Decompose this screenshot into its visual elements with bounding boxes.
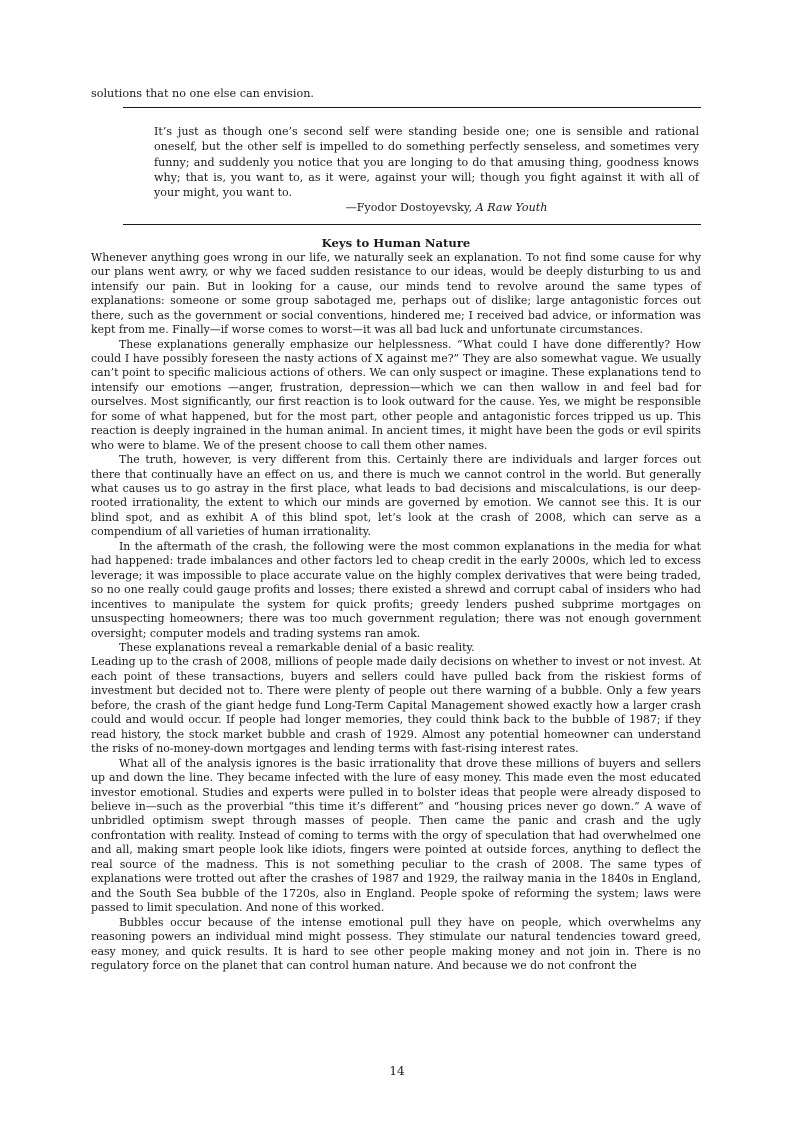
page-number: 14 [389, 1064, 405, 1078]
epigraph-quote: It’s just as though one’s second self were standing beside one; one is sensible and rational oneself, but the other self is impelled to do something perfectly senseless, and sometimes very funny; and suddenly you notice that you are longing to do that amusing thing, goodness knows why; that is, you want to, as it were, against your will; though you fight against it with all of your might, you want to. [154, 125, 699, 200]
epigraph-work: A Raw Youth [475, 201, 548, 215]
body-paragraph: In the aftermath of the crash, the following were the most common explanations in the media for what had happened: trade imbalances and other factors led to cheap credit in the early 2000s, which led to excess leverage; it was impossible to place accurate value on the highly complex derivatives that were being traded, so no one really could gauge profits and losses; there existed a shrewd and corrupt cabal of insiders who had incentives to manipulate the system for quick profits; greedy lenders pushed subprime mortgages on unsuspecting homeowners; there was too much government regulation; there was not enough government oversight; computer models and trading systems ran amok. [91, 539, 701, 640]
epigraph-bottom-rule [123, 224, 701, 225]
epigraph-author: —Fyodor Dostoyevsky, [345, 201, 476, 215]
page-content [91, 86, 701, 973]
epigraph-attribution [154, 200, 699, 215]
body-paragraph: These explanations reveal a remarkable denial of a basic reality. [119, 641, 475, 655]
body-paragraph: Bubbles occur because of the intense emotional pull they have on people, which overwhelms any reasoning powers an individual mind might possess. They stimulate our natural tendencies toward greed, easy money, and quick results. It is hard to see other people making money and not join in. There is no regulatory force on the planet that can control human nature. And because we do not confront the [91, 915, 701, 972]
body-paragraph: Whenever anything goes wrong in our life, we naturally seek an explanation. To not find some cause for why our plans went awry, or why we faced sudden resistance to our ideas, would be deeply disturbing to us and intensify our pain. But in looking for a cause, our minds tend to revolve around the same types of explanations: someone or some group sabotaged me, perhaps out of dislike; large antagonistic forces out there, such as the government or social conventions, hindered me; I received bad advice, or information was kept from me. Finally—if worse comes to worst—it was all bad luck and unfortunate circumstances. [91, 250, 701, 337]
epigraph [154, 124, 699, 216]
body-paragraph: These explanations generally emphasize our helplessness. “What could I have done differently? How could I have possibly foreseen the nasty actions of X against me?” They are also somewhat vague. We usually can’t point to specific malicious actions of others. We can only suspect or imagine. These explanations tend to intensify our emotions —anger, frustration, depression—which we can then wallow in and feel bad for ourselves. Most significantly, our first reaction is to look outward for the cause. Yes, we might be responsible for some of what happened, but for the most part, other people and antagonistic forces tripped us up. This reaction is deeply ingrained in the human animal. In ancient times, it might have been the gods or evil spirits who were to blame. We of the present choose to call them other names. [91, 337, 701, 452]
body-paragraph: Leading up to the crash of 2008, millions of people made daily decisions on whether to invest or not invest. At each point of these transactions, buyers and sellers could have pulled back from the riskiest forms of investment but decided not to. There were plenty of people out there warning of a bubble. Only a few years before, the crash of the giant hedge fund Long-Term Capital Management showed exactly how a larger crash could and would occur. If people had longer memories, they could think back to the bubble of 1987; if they read history, the stock market bubble and crash of 1929. Almost any potential homeowner can understand the risks of no-money-down mortgages and lending terms with fast-rising interest rates. [91, 655, 701, 756]
body-paragraph: The truth, however, is very different from this. Certainly there are individuals and larger forces out there that continually have an effect on us, and there is much we cannot control in the world. But generally what causes us to go astray in the first place, what leads to bad decisions and miscalculations, is our deep-rooted irrationality, the extent to which our minds are governed by emotion. We cannot see this. It is our blind spot, and as exhibit A of this blind spot, let’s look at the crash of 2008, which can serve as a compendium of all varieties of human irrationality. [91, 453, 701, 539]
opening-line: solutions that no one else can envision. [91, 87, 314, 100]
body-paragraph: What all of the analysis ignores is the basic irrationality that drove these millions of buyers and sellers up and down the line. They became infected with the lure of easy money. This made even the most educated investor emotional. Studies and experts were pulled in to bolster ideas that people were already disposed to believe in—such as the proverbial “this time it’s different” and “housing prices never go down.” A wave of unbridled optimism swept through masses of people. Then came the panic and crash and the ugly confrontation with reality. Instead of coming to terms with the orgy of speculation that had overwhelmed one and all, making smart people look like idiots, fingers were pointed at outside forces, anything to deflect the real source of the madness. This is not something peculiar to the crash of 2008. The same types of explanations were trotted out after the crashes of 1987 and 1929, the railway mania in the 1840s in England, and the South Sea bubble of the 1720s, also in England. People spoke of reforming the system; laws were passed to limit speculation. And none of this worked. [91, 756, 701, 915]
section-heading: Keys to Human Nature [321, 235, 471, 250]
epigraph-top-rule [123, 107, 701, 108]
